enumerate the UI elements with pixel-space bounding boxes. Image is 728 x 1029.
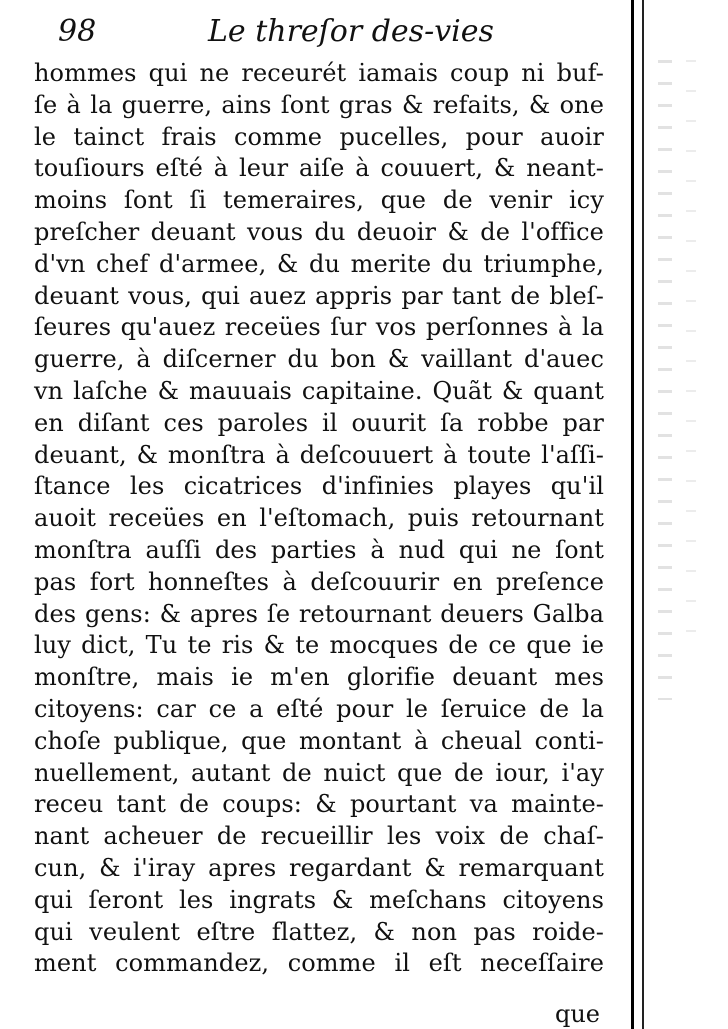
catchword: que	[554, 1000, 600, 1028]
text-line: le tainct frais comme pucelles, pour auoir	[34, 122, 604, 151]
text-line: d'vn chef d'armee, & du merite du triumphe,	[34, 249, 604, 278]
text-line: monſtre, mais ie m'en glorifie deuant mes	[34, 663, 604, 692]
text-line: preſcher deuant vous du deuoir & de l'office	[34, 217, 604, 246]
text-line: ment commandez, comme il eſt neceſſaire	[34, 949, 604, 978]
body-text	[34, 58, 604, 980]
running-title: Le threſor des-vies	[208, 14, 494, 49]
text-line: cun, & i'iray apres regardant & remarquant	[34, 853, 604, 882]
text-line: choſe publique, que montant à cheual conti-	[34, 726, 604, 755]
facing-page-bleed	[658, 60, 672, 700]
page-header	[58, 8, 618, 52]
text-line: pas fort honneſtes à deſcouurir en preſence	[34, 567, 604, 596]
text-line: ſe à la guerre, ains ſont gras & refaits, & one	[34, 90, 604, 119]
text-line: moins ſont ſi temeraires, que de venir icy	[34, 186, 604, 215]
text-line: nant acheuer de recueillir les voix de chaſ-	[34, 822, 604, 851]
text-line: vn laſche & mauuais capitaine. Quãt & quant	[34, 376, 604, 405]
text-line: guerre, à diſcerner du bon & vaillant d'auec	[34, 345, 604, 374]
text-line: ſeures qu'auez receües ſur vos perſonnes à la	[34, 313, 604, 342]
text-line: receu tant de coups: & pourtant va mainte-	[34, 790, 604, 819]
text-line: en diſant ces paroles il ouurit ſa robbe par	[34, 408, 604, 437]
text-line: nuellement, autant de nuict que de iour, i'ay	[34, 758, 604, 787]
text-line: ſtance les cicatrices d'infinies playes qu'il	[34, 472, 604, 501]
text-line: luy dict, Tu te ris & te mocques de ce que ie	[34, 631, 604, 660]
text-line: citoyens: car ce a eſté pour le ſeruice de la	[34, 694, 604, 723]
gutter-rule	[642, 0, 644, 1029]
page-gutter	[628, 0, 728, 1029]
page-number: 98	[58, 14, 97, 49]
text-line: qui ſeront les ingrats & meſchans citoyens	[34, 885, 604, 914]
text-line: deuant vous, qui auez appris par tant de bleſ-	[34, 281, 604, 310]
text-line: des gens: & apres ſe retournant deuers Galba	[34, 599, 604, 628]
text-line: qui veulent eſtre flattez, & non pas roide-	[34, 917, 604, 946]
text-line: auoit receües en l'eſtomach, puis retournant	[34, 504, 604, 533]
gutter-rule	[631, 0, 634, 1029]
text-line: hommes qui ne receurét iamais coup ni buf-	[34, 59, 604, 87]
text-line: deuant, & monſtra à deſcouuert à toute l'aſſi-	[34, 440, 604, 469]
text-line: touſiours eſté à leur aiſe à couuert, & neant-	[34, 154, 604, 183]
text-line: monſtra auſſi des parties à nud qui ne ſont	[34, 535, 604, 564]
facing-page-bleed	[686, 60, 696, 660]
